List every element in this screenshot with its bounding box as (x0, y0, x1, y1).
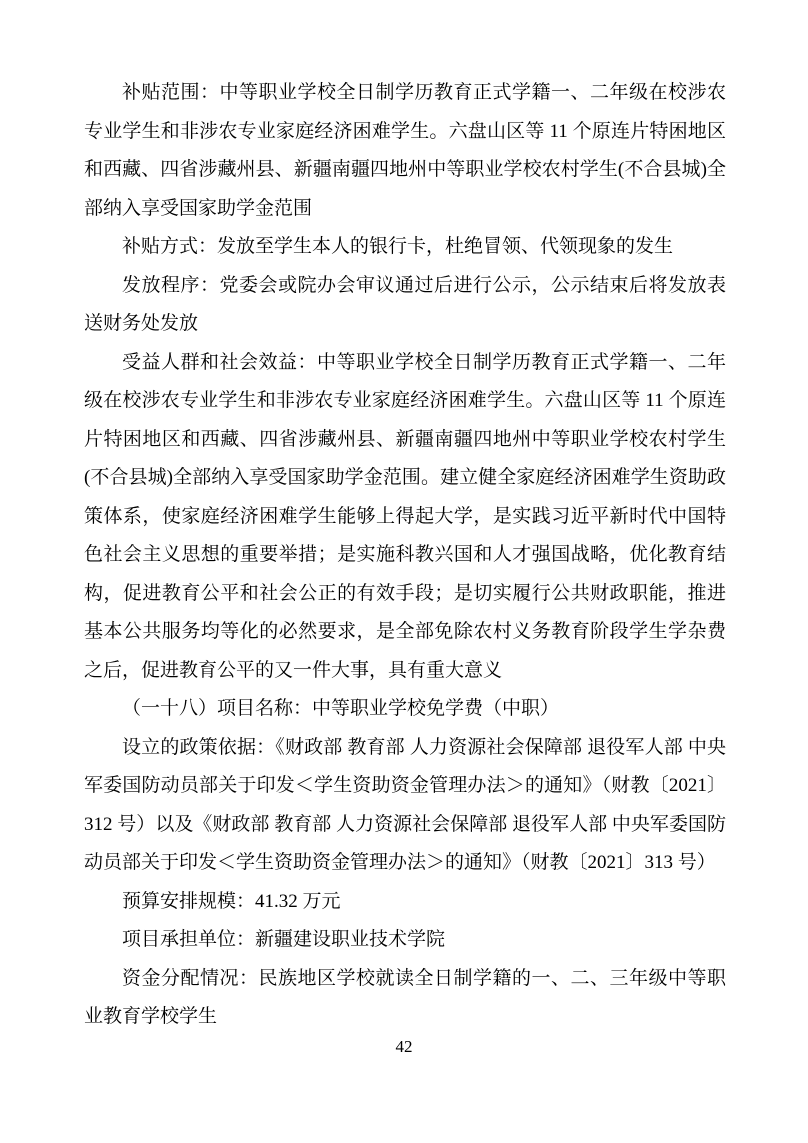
paragraph: 设立的政策依据：《财政部 教育部 人力资源社会保障部 退役军人部 中央军委国防动员部关于印发＜学生资助资金管理办法＞的通知》（财教〔2021〕312 号）以及《财政部 教育部 人力资源社会保障部 退役军人部 中央军委国防动员部关于印发＜学生资助资金管理办法＞的通知》（财教〔2021〕313 号） (84, 736, 726, 873)
paragraph: 补贴范围：中等职业学校全日制学历教育正式学籍一、二年级在校涉农专业学生和非涉农专业家庭经济困难学生。六盘山区等 11 个原连片特困地区和西藏、四省涉藏州县、新疆南疆四地州中等职业学校农村学生(不合县城)全部纳入享受国家助学金范围 (84, 82, 726, 219)
paragraph: （一十八）项目名称：中等职业学校免学费（中职） (122, 698, 560, 719)
paragraph: 受益人群和社会效益：中等职业学校全日制学历教育正式学籍一、二年级在校涉农专业学生和非涉农专业家庭经济困难学生。六盘山区等 11 个原连片特困地区和西藏、四省涉藏州县、新疆南疆四地州中等职业学校农村学生(不合县城)全部纳入享受国家助学金范围。建立健全家庭经济困难学生资助政策体系，使家庭经济困难学生能够上得起大学，是实践习近平新时代中国特色社会主义思想的重要举措；是实施科教兴国和人才强国战略，优化教育结构，促进教育公平和社会公正的有效手段；是切实履行公共财政职能，推进基本公共服务均等化的必然要求，是全部免除农村义务教育阶段学生学杂费之后，促进教育公平的又一件大事，具有重大意义 (84, 351, 727, 681)
paragraph: 项目承担单位：新疆建设职业技术学院 (122, 929, 446, 950)
paragraph: 发放程序：党委会或院办会审议通过后进行公示，公示结束后将发放表送财务处发放 (84, 274, 726, 334)
paragraph: 资金分配情况：民族地区学校就读全日制学籍的一、二、三年级中等职业教育学校学生 (84, 967, 726, 1027)
paragraph: 预算安排规模：41.32 万元 (122, 890, 341, 912)
paragraph: 补贴方式：发放至学生本人的银行卡，杜绝冒领、代领现象的发生 (122, 236, 674, 257)
page-number: 42 (395, 1037, 413, 1056)
page-footer (0, 1036, 808, 1058)
document-body (84, 74, 726, 1037)
